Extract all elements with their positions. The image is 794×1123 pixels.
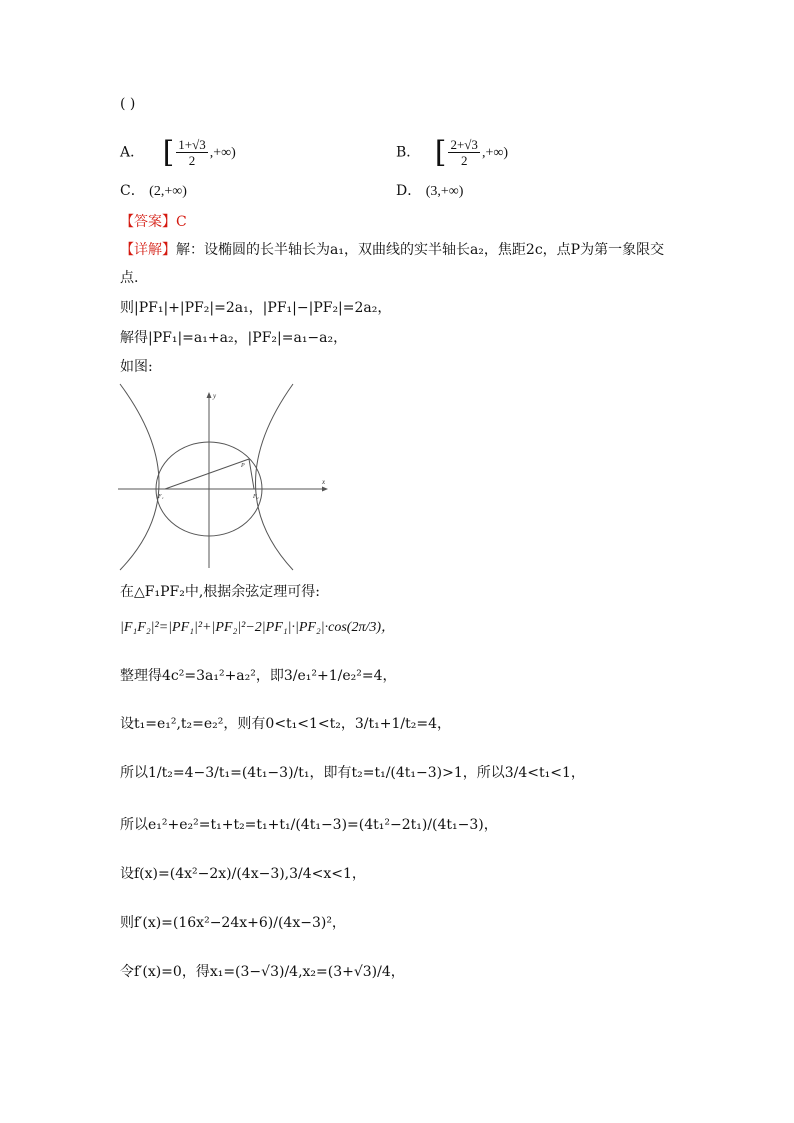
point-f2-label: F₂ (253, 494, 259, 500)
option-a-tail: ,+∞) (209, 145, 236, 161)
detail-line-1b: 点. (120, 270, 139, 286)
point-p-label: P (241, 463, 245, 469)
detail-line-4: 如图: (120, 359, 153, 375)
option-a-fraction: $\frac{1+√3}{2}$ (178, 137, 206, 168)
detail-label: 【详解】 (120, 242, 176, 258)
ellipse-hyperbola-figure (118, 382, 333, 572)
detail-line-13: 令f′(x)=0，得x₁=(3−√3)/4,x₂=(3+√3)/4， (120, 964, 405, 980)
option-c: C． (2,+∞) (120, 183, 187, 199)
option-b: B． [ $\frac{2+√3}{2}$ ,+∞) (396, 134, 508, 170)
option-b-fraction: $\frac{2+√3}{2}$ (450, 137, 478, 168)
answer-line (120, 212, 187, 232)
option-d-text: (3,+∞) (425, 184, 464, 199)
detail-line-8: 设t₁=e₁²,t₂=e₂²，则有0<t₁<1<t₂，3/t₁+1/t₂=4， (120, 716, 451, 732)
option-c-text: (2,+∞) (149, 184, 187, 199)
detail-line-1: 【详解】解：设椭圆的长半轴长为a₁，双曲线的实半轴长a₂，焦距2c，点P为第一象限交 (120, 242, 665, 258)
x-axis-arrow-icon (322, 487, 328, 492)
detail-line-10: 所以e₁²+e₂²=t₁+t₂=t₁+t₁/(4t₁−3)=(4t₁²−2t₁)/(4t₁−3)， (120, 817, 498, 833)
detail-line-6: |F₁F₂|²=|PF₁|²+|PF₂|²−2|PF₁|·|PF₂|·cos(2π/3)， (120, 620, 396, 635)
detail-line-3: 解得|PF₁|=a₁+a₂，|PF₂|=a₁−a₂， (120, 330, 348, 346)
y-axis-arrow-icon (207, 392, 212, 398)
option-a: A． [ $\frac{1+√3}{2}$ ,+∞) (120, 134, 236, 170)
detail-line-5: 在△F₁PF₂中,根据余弦定理可得: (120, 584, 321, 600)
y-axis-label: y (213, 392, 217, 400)
detail-line-2: 则|PF₁|+|PF₂|=2a₁，|PF₁|−|PF₂|=2a₂， (120, 300, 392, 316)
option-d: D． (3,+∞) (396, 183, 464, 199)
detail-line-12: 则f′(x)=(16x²−24x+6)/(4x−3)²， (120, 915, 346, 931)
option-b-letter: B． (396, 144, 421, 161)
blank-paren: ( ) (120, 96, 136, 112)
answer-value: C (176, 214, 187, 230)
segment-pf1 (165, 459, 249, 489)
detail-line-7: 整理得4c²=3a₁²+a₂²，即3/e₁²+1/e₂²=4， (120, 668, 397, 684)
option-b-tail: ,+∞) (481, 145, 508, 161)
hyperbola-right-branch (256, 384, 294, 570)
point-f1-label: F₁ (158, 494, 164, 500)
x-axis-label: x (322, 478, 326, 486)
hyperbola-left-branch (120, 384, 159, 570)
answer-label: 【答案】 (120, 214, 176, 230)
detail-line-11: 设f(x)=(4x²−2x)/(4x−3),3/4<x<1， (120, 866, 366, 882)
detail-line-9: 所以1/t₂=4−3/t₁=(4t₁−3)/t₁，即有t₂=t₁/(4t₁−3)>1，所以3/4<t₁<1， (120, 765, 585, 781)
option-a-letter: A． (120, 144, 145, 161)
